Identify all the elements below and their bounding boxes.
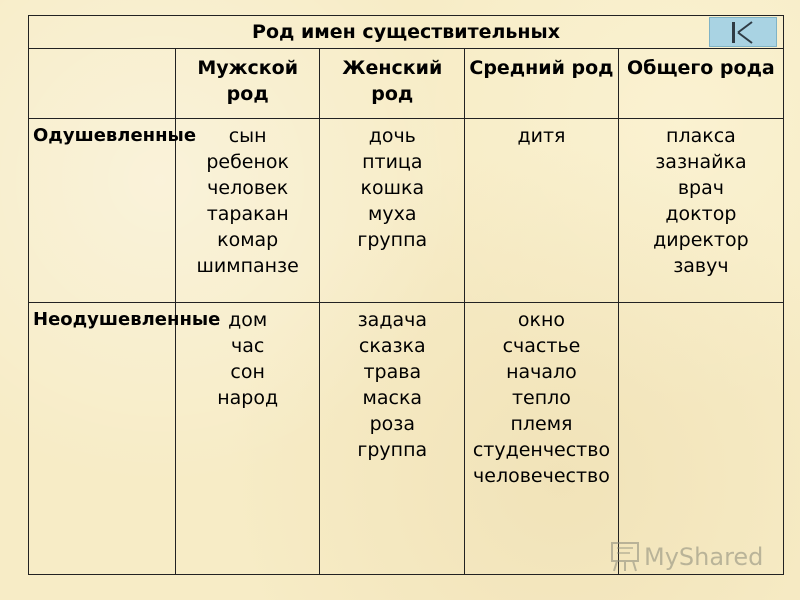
watermark-text: MyShared: [644, 543, 764, 571]
noun-gender-table: [28, 15, 784, 575]
row-label-animate: Одушевленные: [29, 119, 176, 303]
table-row-inanimate: [29, 303, 784, 575]
cell-inanimate-common: [618, 303, 783, 575]
watermark-logo: [608, 538, 768, 574]
row-label-inanimate: Неодушевленные: [29, 303, 176, 575]
skip-to-start-icon: [710, 18, 776, 46]
header-empty-cell: [29, 49, 176, 119]
header-neuter: Средний род: [465, 49, 619, 119]
cell-animate-feminine: дочь птица кошка муха группа: [320, 119, 465, 303]
cell-animate-common: плакса зазнайка врач доктор директор завуч: [618, 119, 783, 303]
first-slide-button[interactable]: [709, 17, 777, 47]
header-masculine: Мужской род: [175, 49, 320, 119]
cell-animate-neuter: дитя: [465, 119, 619, 303]
table-row-animate: [29, 119, 784, 303]
cell-inanimate-neuter: окно счастье начало тепло племя студенчество человечество: [465, 303, 619, 575]
header-common: Общего рода: [618, 49, 783, 119]
cell-animate-masculine: сын ребенок человек таракан комар шимпанзе: [175, 119, 320, 303]
cell-inanimate-masculine: дом час сон народ: [175, 303, 320, 575]
presentation-board-icon: [608, 538, 768, 574]
table-title: Род имен существительных: [29, 16, 784, 49]
cell-inanimate-feminine: задача сказка трава маска роза группа: [320, 303, 465, 575]
header-feminine: Женский род: [320, 49, 465, 119]
